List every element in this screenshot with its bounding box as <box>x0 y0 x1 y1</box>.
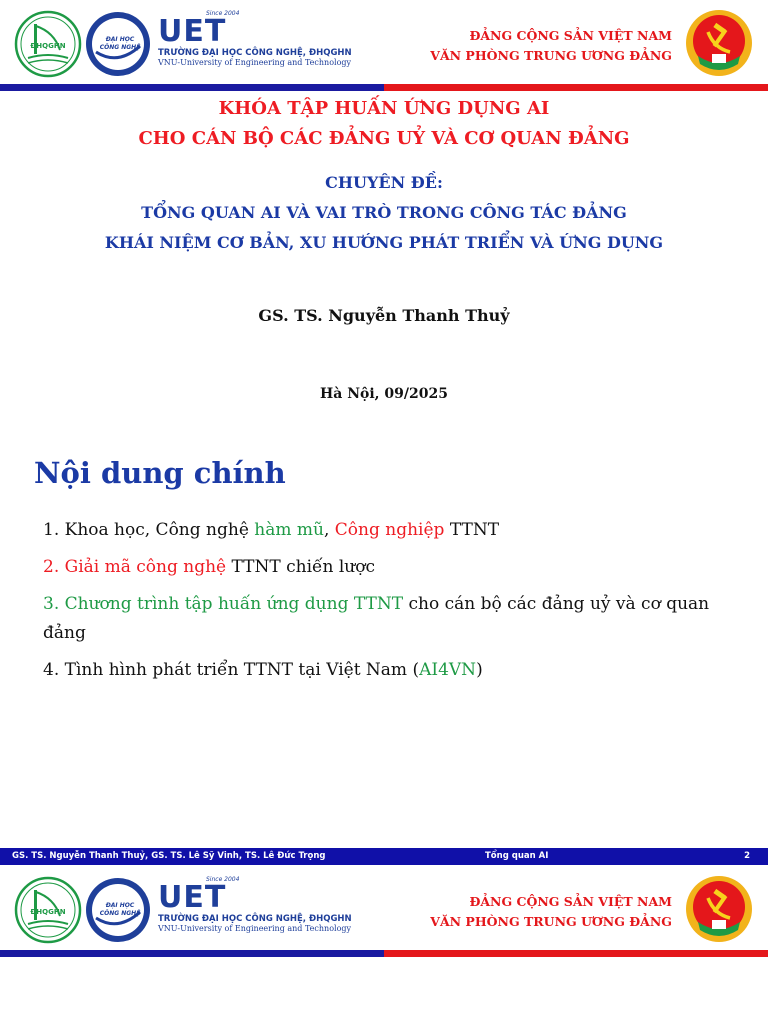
agenda-list <box>43 516 743 693</box>
uet-logo-text-2: CÔNG NGHỆ <box>99 44 141 51</box>
university-name-vn: TRƯỜNG ĐẠI HỌC CÔNG NGHỆ, ĐHQGHN <box>158 914 352 924</box>
header-stripe <box>0 950 768 957</box>
slide1-title-block <box>0 94 768 258</box>
course-title-line2: CHO CÁN BỘ CÁC ĐẢNG UỶ VÀ CƠ QUAN ĐẢNG <box>138 128 630 149</box>
list-item: 1. Khoa học, Công nghệ hàm mũ, Công nghiệp TTNT <box>43 520 500 540</box>
author-name: GS. TS. Nguyễn Thanh Thuỷ <box>258 306 510 325</box>
university-name-block <box>158 878 352 934</box>
uet-logo-icon <box>84 10 152 78</box>
footer-topic: Tổng quan AI <box>485 851 549 861</box>
university-name-en: VNU-University of Engineering and Technology <box>158 58 352 67</box>
topic-label: CHUYÊN ĐỀ: <box>325 173 443 192</box>
uet-logo-text-1: ĐẠI HỌC <box>105 36 135 43</box>
party-name-block <box>430 26 672 66</box>
party-emblem-icon <box>684 8 754 78</box>
university-name-vn: TRƯỜNG ĐẠI HỌC CÔNG NGHỆ, ĐHQGHN <box>158 48 352 58</box>
uet-logo-text-1: ĐẠI HỌC <box>105 902 135 909</box>
vnu-logo-text: ĐHQGHN <box>30 908 66 916</box>
since-label: Since 2004 <box>206 876 240 883</box>
vnu-logo-text: ĐHQGHN <box>30 42 66 50</box>
since-label: Since 2004 <box>206 10 240 17</box>
party-name-block <box>430 892 672 932</box>
header-stripe <box>0 84 768 91</box>
page-number: 2 <box>744 851 750 861</box>
list-item: 2. Giải mã công nghệ TTNT chiến lược <box>43 557 375 577</box>
page-title: Nội dung chính <box>34 456 286 490</box>
course-title-line1: KHÓA TẬP HUẤN ỨNG DỤNG AI <box>218 98 550 119</box>
party-emblem-icon <box>684 874 754 944</box>
uet-wordmark: UET <box>158 14 227 49</box>
university-name-en: VNU-University of Engineering and Technology <box>158 924 352 933</box>
list-item: 4. Tình hình phát triển TTNT tại Việt Nam (AI4VN) <box>43 660 483 680</box>
topic-line1: TỔNG QUAN AI VÀ VAI TRÒ TRONG CÔNG TÁC ĐẢNG <box>141 203 627 222</box>
topic-line2: KHÁI NIỆM CƠ BẢN, XU HƯỚNG PHÁT TRIỂN VÀ ỨNG DỤNG <box>104 233 664 252</box>
party-name-line1: ĐẢNG CỘNG SẢN VIỆT NAM <box>469 28 672 43</box>
slide-footer <box>0 848 768 865</box>
list-item: 3. Chương trình tập huấn ứng dụng TTNT cho cán bộ các đảng uỷ và cơ quan đảng <box>43 594 710 643</box>
party-name-line2: VĂN PHÒNG TRUNG ƯƠNG ĐẢNG <box>430 914 672 929</box>
footer-authors: GS. TS. Nguyễn Thanh Thuỷ, GS. TS. Lê Sỹ Vinh, TS. Lê Đức Trọng <box>12 851 326 861</box>
uet-logo-text-2: CÔNG NGHỆ <box>99 910 141 917</box>
slide-header <box>0 0 768 92</box>
vnu-logo-icon <box>14 10 82 78</box>
uet-wordmark: UET <box>158 880 227 915</box>
university-name-block <box>158 12 352 68</box>
slide-header <box>0 866 768 958</box>
uet-logo-icon <box>84 876 152 944</box>
place-date: Hà Nội, 09/2025 <box>320 386 448 402</box>
vnu-logo-icon <box>14 876 82 944</box>
party-name-line1: ĐẢNG CỘNG SẢN VIỆT NAM <box>469 894 672 909</box>
party-name-line2: VĂN PHÒNG TRUNG ƯƠNG ĐẢNG <box>430 48 672 63</box>
